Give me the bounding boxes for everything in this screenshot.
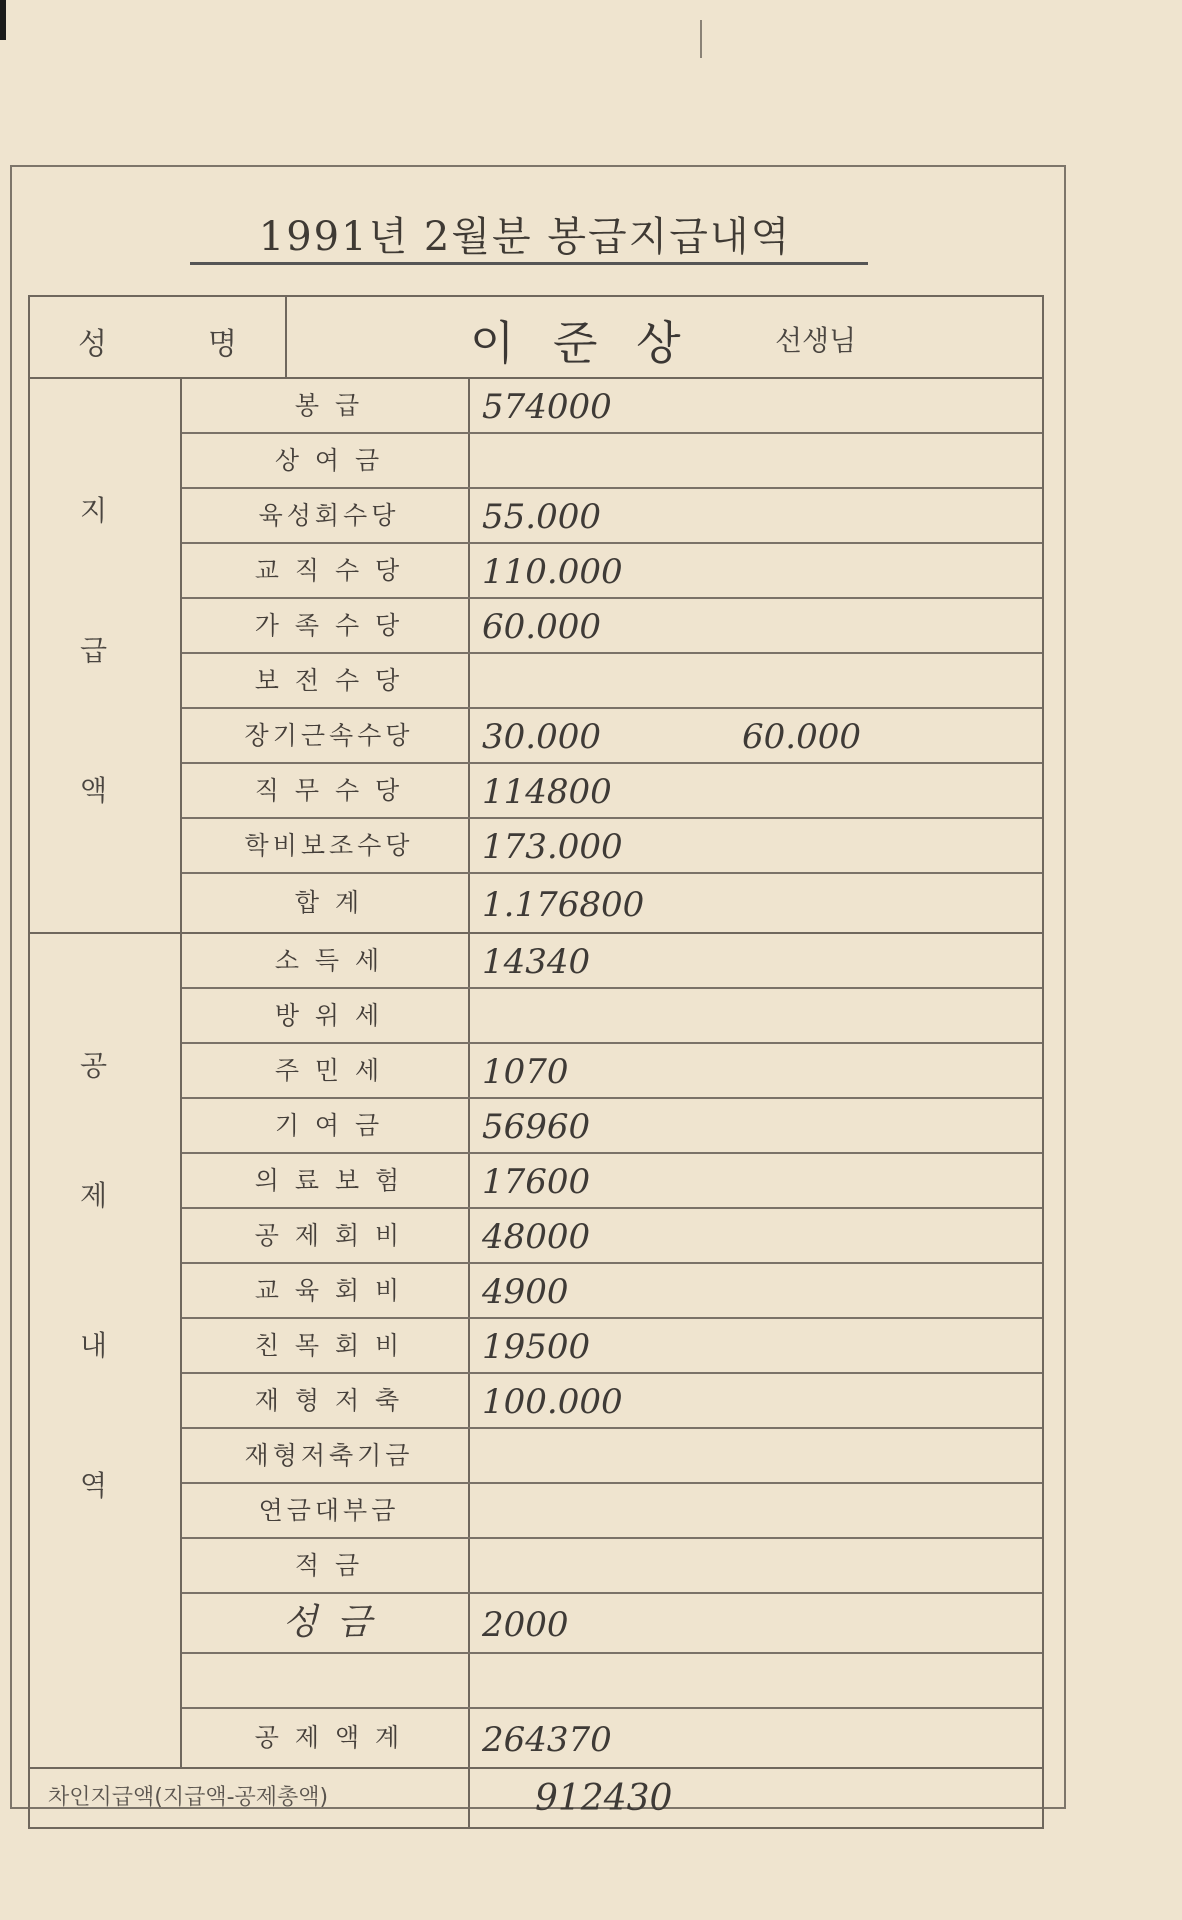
row-label: 의 료 보 험	[190, 1154, 470, 1207]
net-pay-row	[30, 1769, 1042, 1827]
row-value-2: 60.000	[742, 717, 861, 757]
salary-table	[28, 295, 1044, 1829]
title-underline	[190, 262, 868, 265]
row-label: 기 여 금	[190, 1099, 470, 1152]
name-row	[30, 297, 1042, 379]
payment-section	[30, 379, 1042, 934]
row-value: 14340	[482, 942, 591, 982]
row-label: 보 전 수 당	[190, 654, 470, 707]
name-suffix: 선생님	[775, 324, 857, 357]
deduction-row	[182, 1099, 1042, 1154]
payment-row	[182, 379, 1042, 434]
row-label: 장기근속수당	[190, 709, 470, 762]
row-label: 직 무 수 당	[190, 764, 470, 817]
name-label-2: 명	[208, 327, 237, 362]
deduction-row	[182, 1319, 1042, 1374]
deduction-row	[182, 1209, 1042, 1264]
section-char: 지	[80, 494, 108, 527]
payment-row	[182, 544, 1042, 599]
payment-row	[182, 819, 1042, 874]
section-char: 역	[80, 1469, 108, 1502]
row-label: 재 형 저 축	[190, 1374, 470, 1427]
section-char: 내	[80, 1329, 108, 1362]
deduction-row-handwritten	[182, 1594, 1042, 1654]
net-pay-label: 차인지급액(지급액-공제총액)	[48, 1769, 470, 1827]
row-label: 공 제 액 계	[190, 1709, 470, 1767]
deduction-row	[182, 934, 1042, 989]
row-label: 친 목 회 비	[190, 1319, 470, 1372]
deduction-row	[182, 1429, 1042, 1484]
deduction-row	[182, 1044, 1042, 1099]
payment-row	[182, 599, 1042, 654]
row-label: 교 직 수 당	[190, 544, 470, 597]
row-label	[190, 1654, 470, 1707]
row-label: 교 육 회 비	[190, 1264, 470, 1317]
section-char: 급	[80, 634, 108, 667]
row-label: 적 금	[190, 1539, 470, 1592]
page-title: 1991년 2월분 봉급지급내역	[258, 214, 792, 260]
row-label: 육성회수당	[190, 489, 470, 542]
row-label: 합 계	[190, 874, 470, 932]
divider	[285, 297, 287, 377]
row-value: 173.000	[482, 827, 623, 867]
row-label: 상 여 금	[190, 434, 470, 487]
row-label: 주 민 세	[190, 1044, 470, 1097]
row-value: 4900	[482, 1272, 569, 1312]
deduction-row	[182, 989, 1042, 1044]
deduction-row	[182, 1374, 1042, 1429]
name-label-1: 성	[78, 327, 107, 362]
teacher-name: 이 준 상	[470, 316, 693, 370]
row-label: 연금대부금	[190, 1484, 470, 1537]
payment-section-label	[30, 379, 182, 932]
row-label: 봉 급	[190, 379, 470, 432]
row-value: 574000	[482, 387, 612, 427]
deduction-section-label	[30, 934, 182, 1767]
row-value: 30.000	[482, 717, 601, 757]
deduction-row	[182, 1484, 1042, 1539]
payment-row	[182, 764, 1042, 819]
row-value: 100.000	[482, 1382, 623, 1422]
row-label: 공 제 회 비	[190, 1209, 470, 1262]
section-char: 액	[80, 774, 108, 807]
row-label: 가 족 수 당	[190, 599, 470, 652]
deduction-total-row	[182, 1709, 1042, 1767]
row-label: 방 위 세	[190, 989, 470, 1042]
row-value: 114800	[482, 772, 612, 812]
payment-row	[182, 434, 1042, 489]
payment-total-row	[182, 874, 1042, 932]
deduction-row	[182, 1264, 1042, 1319]
fold-mark	[700, 20, 702, 58]
deduction-row	[182, 1539, 1042, 1594]
section-char: 공	[80, 1049, 108, 1082]
row-value: 19500	[482, 1327, 591, 1367]
row-value: 55.000	[482, 497, 601, 537]
net-pay-value: 912430	[535, 1778, 673, 1819]
row-label: 학비보조수당	[190, 819, 470, 872]
row-value: 2000	[482, 1605, 569, 1645]
deduction-row	[182, 1154, 1042, 1209]
deduction-section	[30, 934, 1042, 1769]
row-value: 264370	[482, 1720, 612, 1760]
section-char: 제	[80, 1179, 108, 1212]
scan-edge	[0, 0, 6, 40]
row-value: 110.000	[482, 552, 623, 592]
row-label: 소 득 세	[190, 934, 470, 987]
payment-row	[182, 489, 1042, 544]
payment-row	[182, 654, 1042, 709]
row-label: 재형저축기금	[190, 1429, 470, 1482]
row-value: 56960	[482, 1107, 591, 1147]
deduction-row-blank	[182, 1654, 1042, 1709]
row-value: 1.176800	[482, 885, 645, 925]
row-value: 17600	[482, 1162, 591, 1202]
row-value: 60.000	[482, 607, 601, 647]
payment-row	[182, 709, 1042, 764]
row-value: 1070	[482, 1052, 569, 1092]
row-label: 성 금	[190, 1594, 470, 1652]
row-value: 48000	[482, 1217, 591, 1257]
